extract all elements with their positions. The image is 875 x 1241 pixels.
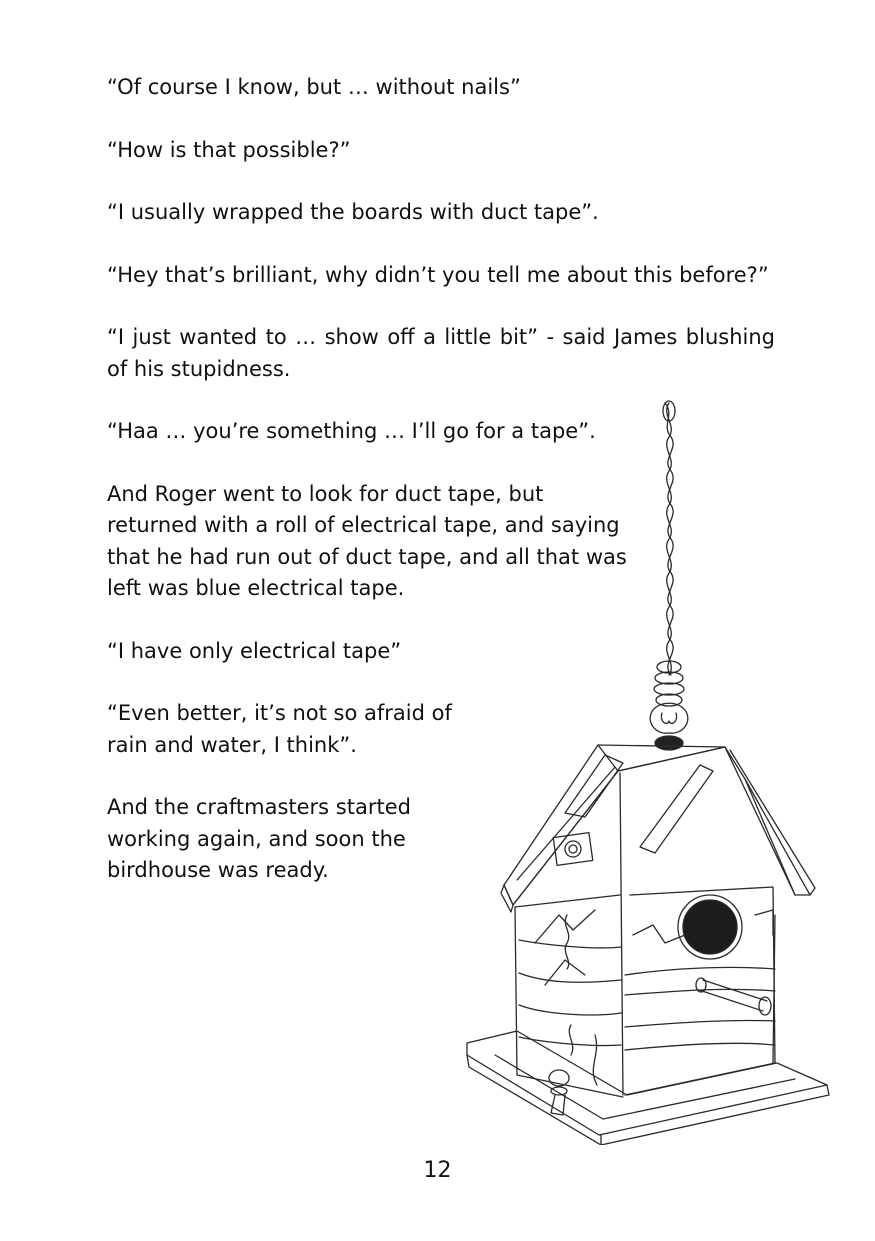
paragraph: “I usually wrapped the boards with duct tape”. bbox=[107, 200, 599, 224]
birdhouse-illustration bbox=[455, 395, 840, 1145]
rope-icon bbox=[663, 401, 675, 675]
paragraph: And Roger went to look for duct tape, but returned with a roll of electrical tape, and saying that he had run out of duct tape, and all that was left was blue electrical tape. bbox=[107, 481, 627, 600]
paragraph: “How is that possible?” bbox=[107, 137, 351, 162]
paragraph: “Hey that’s brilliant, why didn’t you tell me about this before?” bbox=[107, 262, 769, 287]
perch-icon bbox=[696, 978, 771, 1015]
paragraph: “I have only electrical tape” bbox=[107, 638, 402, 663]
paragraph: “Of course I know, but … without nails” bbox=[107, 75, 521, 99]
entrance-hole-icon bbox=[678, 895, 742, 959]
paragraph: “Haa … you’re something … I’ll go for a tape”. bbox=[107, 419, 596, 443]
page-number: 12 bbox=[423, 1158, 452, 1183]
paragraph: “Even better, it’s not so afraid of rain and water, I think”. bbox=[107, 701, 452, 757]
paragraph: And the craftmasters started working again, and soon the birdhouse was ready. bbox=[107, 795, 411, 882]
paragraph: “I just wanted to … show off a little bit” - said James blushing of his stupidness. bbox=[107, 325, 775, 381]
